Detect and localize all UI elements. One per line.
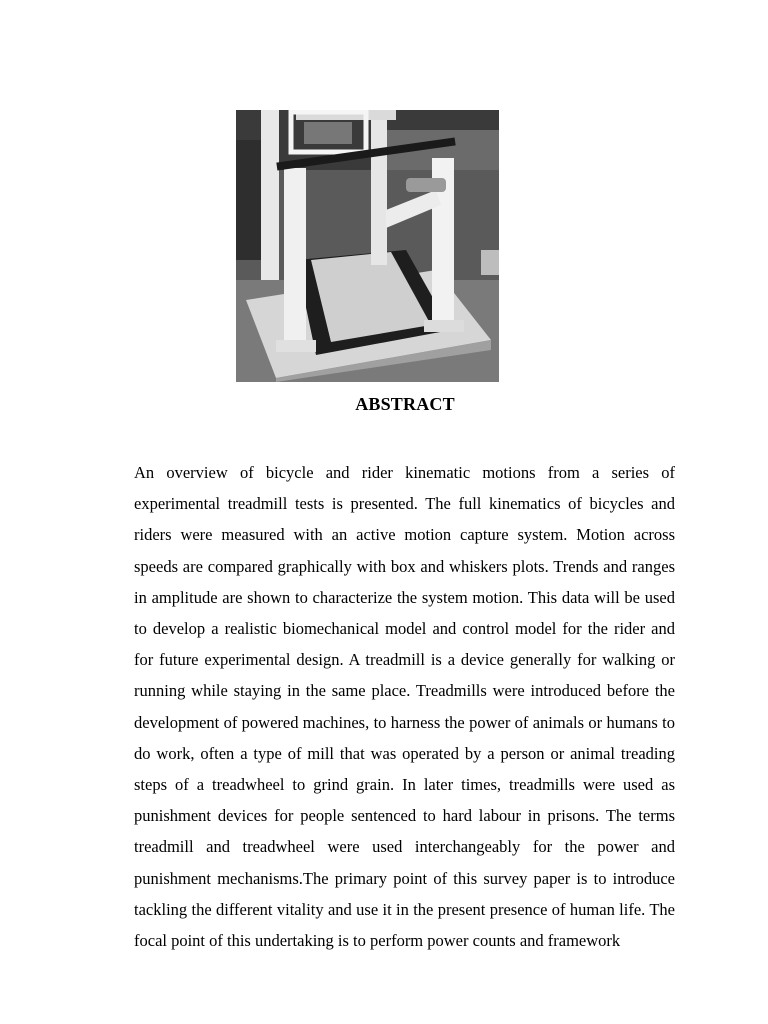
abstract-body xyxy=(134,457,675,956)
abstract-paragraph: An overview of bicycle and rider kinematic motions from a series of experimental treadmill tests is presented. The full kinematics of bicycles and riders were measured with an active motion capture system. Motion across speeds are compared graphically with box and whiskers plots. Trends and ranges in amplitude are shown to characterize the system motion. This data will be used to develop a realistic biomechanical model and control model for the rider and for future experimental design. A treadmill is a device generally for walking or running while staying in the same place. Treadmills were introduced before the development of powered machines, to harness the power of animals or humans to do work, often a type of mill that was operated by a person or animal treading steps of a treadwheel to grind grain. In later times, treadmills were used as punishment devices for people sentenced to hard labour in prisons. The terms treadmill and treadwheel were used interchangeably for the power and punishment mechanisms.The primary point of this survey paper is to introduce tackling the different vitality and use it in the present presence of human life. The focal point of this undertaking is to perform power counts and framework xyxy=(134,463,675,951)
abstract-heading: ABSTRACT xyxy=(355,394,455,414)
treadmill-photo xyxy=(236,110,499,382)
